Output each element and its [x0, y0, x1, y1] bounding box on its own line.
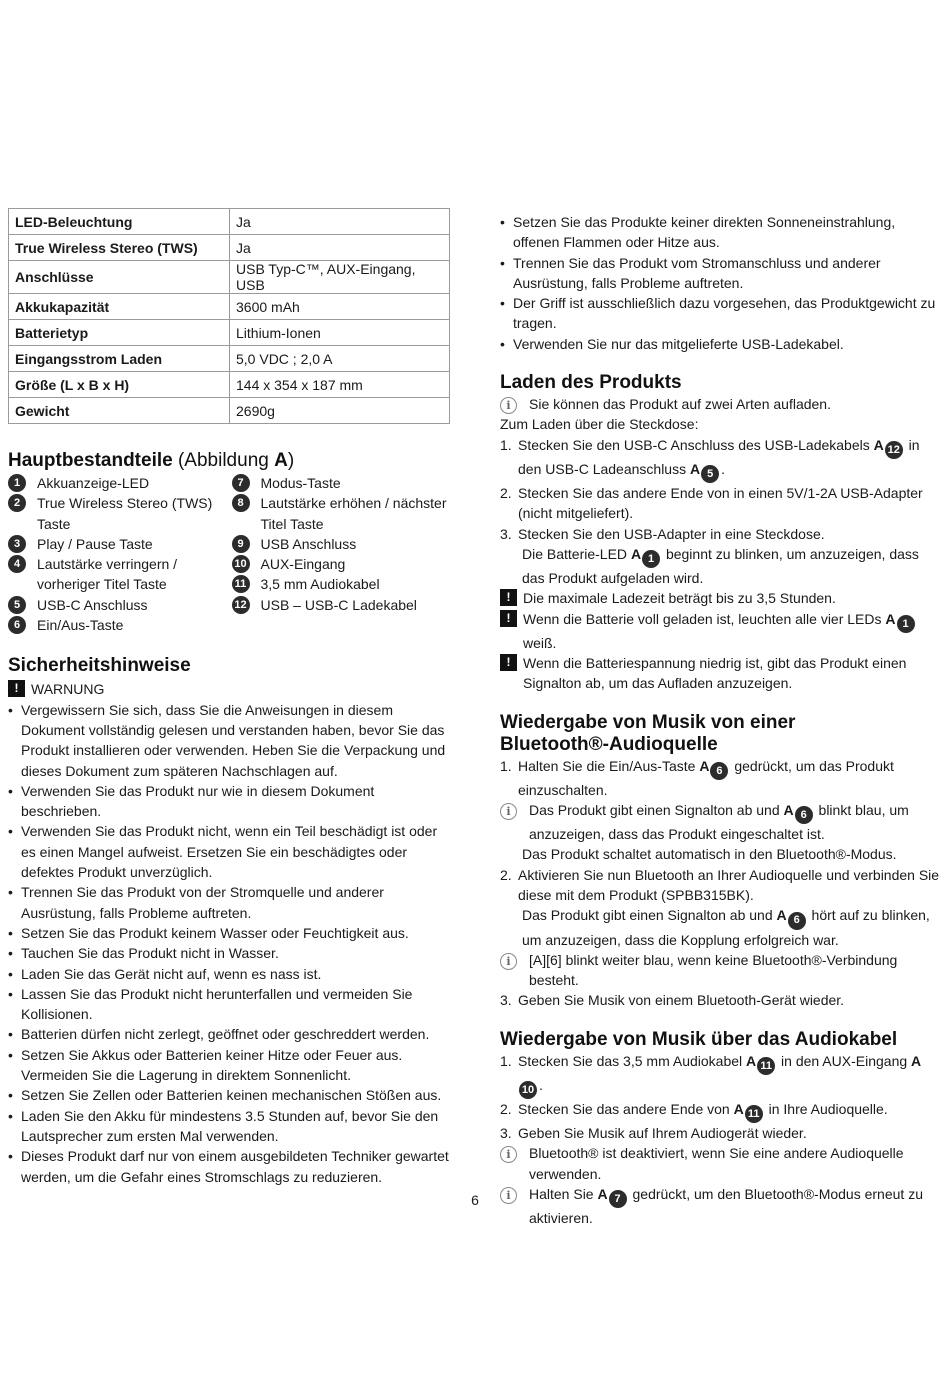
charging-step-3-detail: Die Batterie-LED A 1 beginnt zu blinken, um anzuzeigen, dass das Produkt aufgeladen wird.	[522, 545, 919, 586]
right-column	[500, 212, 942, 1228]
part-number-badge: 5	[8, 596, 26, 614]
part-item	[232, 595, 452, 615]
safety-item: • Setzen Sie Zellen oder Batterien keinen mechanischen Stößen aus.	[8, 1085, 451, 1105]
part-item	[232, 574, 452, 594]
info-icon: i	[500, 1187, 517, 1204]
part-item	[8, 554, 228, 595]
safety-item: • Batterien dürfen nicht zerlegt, geöffnet oder geschreddert werden.	[8, 1024, 451, 1044]
info-icon: i	[500, 803, 517, 820]
info-icon: i	[500, 1146, 517, 1163]
spec-row	[9, 235, 450, 261]
audiocable-title: Wiedergabe von Musik über das Audiokabel	[500, 1028, 898, 1050]
info-icon: i	[500, 397, 517, 414]
spec-value: 144 x 354 x 187 mm	[230, 372, 450, 398]
spec-key: Gewicht	[9, 398, 230, 424]
part-item	[232, 473, 452, 493]
info-icon: i	[500, 953, 517, 970]
callout-1: 1	[897, 615, 915, 633]
part-number-badge: 8	[232, 494, 250, 512]
spec-value: USB Typ-C™, AUX-Eingang, USB	[230, 261, 450, 294]
safety-item: • Lassen Sie das Produkt nicht herunterfallen und vermeiden Sie Kollisionen.	[8, 984, 451, 1025]
part-number-badge: 9	[232, 535, 250, 553]
callout-6: 6	[788, 912, 806, 930]
part-item	[8, 534, 228, 554]
safety-item: • Laden Sie das Gerät nicht auf, wenn es nass ist.	[8, 964, 451, 984]
spec-key: True Wireless Stereo (TWS)	[9, 235, 230, 261]
safety-item: • Trennen Sie das Produkt vom Stromanschluss und anderer Ausrüstung, falls Probleme auftreten.	[500, 253, 942, 294]
spec-row	[9, 398, 450, 424]
safety-item: • Dieses Produkt darf nur von einem ausgebildeten Techniker gewartet werden, um die Gefahr eines Stromschlags zu reduzieren.	[8, 1146, 451, 1187]
charging-subtitle: Zum Laden über die Steckdose:	[500, 416, 699, 433]
warning-row	[8, 679, 451, 699]
spec-table	[8, 208, 450, 424]
part-label: 3,5 mm Audiokabel	[260, 576, 380, 593]
charging-warning-1: ! Die maximale Ladezeit beträgt bis zu 3,5 Stunden.	[500, 588, 942, 608]
part-label: AUX-Eingang	[260, 556, 346, 573]
charging-step-1: 1. Stecken Sie den USB-C Anschluss des USB-Ladekabels A 12 in den USB-C Ladeanschluss A 5 .	[500, 435, 942, 483]
bluetooth-info-1: i Das Produkt gibt einen Signalton ab und A 6 blinkt blau, um anzuzeigen, dass das Produkt eingeschaltet ist.	[500, 800, 942, 844]
charging-step-3: 3. Stecken Sie den USB-Adapter in eine Steckdose.	[500, 525, 825, 542]
safety-item: • Tauchen Sie das Produkt nicht in Wasser.	[8, 943, 451, 963]
part-number-badge: 2	[8, 494, 26, 512]
bluetooth-info-1-detail: Das Produkt schaltet automatisch in den Bluetooth®-Modus.	[522, 846, 897, 863]
spec-key: Batterietyp	[9, 320, 230, 346]
callout-7: 7	[609, 1190, 627, 1208]
charging-warning-3: ! Wenn die Batteriespannung niedrig ist, gibt das Produkt einen Signalton ab, um das Aufladen anzuzeigen.	[500, 653, 942, 694]
safety-item: • Setzen Sie das Produkt keinem Wasser oder Feuchtigkeit aus.	[8, 923, 451, 943]
part-label: Modus-Taste	[260, 475, 341, 491]
spec-key: Eingangsstrom Laden	[9, 346, 230, 372]
part-label: Play / Pause Taste	[37, 535, 153, 552]
safety-item: • Setzen Sie das Produkte keiner direkten Sonneneinstrahlung, offenen Flammen oder Hitze aus.	[500, 212, 942, 253]
callout-6: 6	[795, 806, 813, 824]
spec-value: 2690g	[230, 398, 450, 424]
charging-step-2: 2. Stecken Sie das andere Ende von in einen 5V/1-2A USB-Adapter (nicht mitgeliefert).	[500, 484, 923, 522]
spec-key: LED-Beleuchtung	[9, 209, 230, 235]
spec-row	[9, 372, 450, 398]
safety-item: • Setzen Sie Akkus oder Batterien keiner Hitze oder Feuer aus. Vermeiden Sie die Lagerung in direktem Sonnenlicht.	[8, 1045, 451, 1086]
spec-value: 5,0 VDC ; 2,0 A	[230, 346, 450, 372]
audiocable-step-3: 3. Geben Sie Musik auf Ihrem Audiogerät wieder.	[500, 1125, 807, 1142]
part-item	[8, 493, 228, 534]
spec-key: Anschlüsse	[9, 261, 230, 294]
part-item	[8, 473, 228, 493]
charging-info: i Sie können das Produkt auf zwei Arten aufladen.	[500, 394, 942, 414]
spec-row	[9, 294, 450, 320]
part-number-badge: 10	[232, 555, 250, 573]
part-number-badge: 11	[232, 575, 250, 593]
part-label: USB-C Anschluss	[37, 596, 148, 613]
spec-row	[9, 320, 450, 346]
safety-title: Sicherheitshinweise	[8, 655, 191, 677]
spec-row	[9, 209, 450, 235]
parts-list	[8, 473, 451, 635]
part-label: Ein/Aus-Taste	[37, 617, 124, 634]
warning-icon: !	[500, 610, 517, 627]
safety-list-continued	[500, 212, 942, 354]
part-number-badge: 6	[8, 616, 26, 634]
spec-value: Ja	[230, 235, 450, 261]
callout-6: 6	[710, 762, 728, 780]
part-item	[8, 615, 228, 635]
page-number: 6	[471, 1192, 479, 1208]
charging-warning-2: ! Wenn die Batterie voll geladen ist, leuchten alle vier LEDs A 1 weiß.	[500, 609, 942, 653]
callout-5: 5	[701, 465, 719, 483]
part-label: Akkuanzeige-LED	[37, 475, 150, 491]
spec-value: Ja	[230, 209, 450, 235]
safety-item: • Verwenden Sie das Produkt nicht, wenn ein Teil beschädigt ist oder es einen Mangel aufweist. Ersetzen Sie ein beschädigtes oder defektes Produkt unverzüglich.	[8, 821, 451, 882]
charging-title: Laden des Produkts	[500, 372, 682, 394]
part-number-badge: 1	[8, 474, 26, 492]
bluetooth-step-2: 2. Aktivieren Sie nun Bluetooth an Ihrer Audioquelle und verbinden Sie diese mit dem Produkt (SPBB315BK).	[500, 866, 940, 904]
spec-row	[9, 346, 450, 372]
part-label: Lautstärke verringern / vorheriger Titel Taste	[37, 556, 178, 593]
warning-icon: !	[500, 589, 517, 606]
bluetooth-step-1: 1. Halten Sie die Ein/Aus-Taste A 6 gedrückt, um das Produkt einzuschalten.	[500, 757, 894, 798]
audiocable-step-1: 1. Stecken Sie das 3,5 mm Audiokabel A 11 in den AUX-Eingang A10 .	[500, 1051, 942, 1099]
audiocable-info-1: i Bluetooth® ist deaktiviert, wenn Sie eine andere Audioquelle verwenden.	[500, 1143, 942, 1184]
callout-11: 11	[757, 1057, 775, 1075]
bluetooth-title: Wiedergabe von Musik von einer Bluetooth®-Audioquelle	[500, 711, 796, 755]
parts-title: Hauptbestandteile (Abbildung A)	[8, 450, 295, 471]
safety-item: • Laden Sie den Akku für mindestens 3.5 Stunden auf, bevor Sie den Lautsprecher zum ersten Mal verwenden.	[8, 1106, 451, 1147]
safety-list	[8, 700, 451, 1187]
warning-icon: !	[8, 680, 25, 697]
part-number-badge: 3	[8, 535, 26, 553]
bluetooth-step-3: 3. Geben Sie Musik von einem Bluetooth-Gerät wieder.	[500, 992, 845, 1009]
part-item	[232, 534, 452, 554]
callout-12: 12	[885, 441, 903, 459]
safety-item: • Verwenden Sie nur das mitgelieferte USB-Ladekabel.	[500, 334, 942, 354]
spec-key: Akkukapazität	[9, 294, 230, 320]
part-item	[8, 595, 228, 615]
part-label: USB – USB-C Ladekabel	[260, 596, 417, 613]
spec-row	[9, 261, 450, 294]
spec-key: Größe (L x B x H)	[9, 372, 230, 398]
part-label: Lautstärke erhöhen / nächster Titel Taste	[260, 495, 447, 532]
part-number-badge: 7	[232, 474, 250, 492]
part-number-badge: 12	[232, 596, 250, 614]
spec-value: 3600 mAh	[230, 294, 450, 320]
safety-item: • Trennen Sie das Produkt von der Stromquelle und anderer Ausrüstung, falls Probleme auftreten.	[8, 882, 451, 923]
part-item	[232, 493, 452, 534]
bluetooth-info-2: i [A][6] blinkt weiter blau, wenn keine Bluetooth®-Verbindung besteht.	[500, 950, 942, 991]
part-label: True Wireless Stereo (TWS) Taste	[37, 495, 213, 532]
audiocable-step-2: 2. Stecken Sie das andere Ende von A 11 in Ihre Audioquelle.	[500, 1099, 942, 1123]
safety-item: • Verwenden Sie das Produkt nur wie in diesem Dokument beschrieben.	[8, 781, 451, 822]
warning-label: WARNUNG	[31, 681, 105, 698]
safety-item: • Vergewissern Sie sich, dass Sie die Anweisungen in diesem Dokument vollständig gelesen und verstanden haben, bevor Sie das Produkt installieren oder verwenden. Heben Sie die Verpackung und dieses Dokument zum späteren Nachschlagen auf.	[8, 700, 451, 781]
audiocable-info-2: i Halten Sie A 7 gedrückt, um den Bluetooth®-Modus erneut zu aktivieren.	[500, 1184, 942, 1228]
bluetooth-step-2-detail: Das Produkt gibt einen Signalton ab und A 6 hört auf zu blinken, um anzuzeigen, dass die Kopplung erfolgreich war.	[522, 907, 930, 948]
part-number-badge: 4	[8, 555, 26, 573]
left-column	[8, 208, 451, 1187]
callout-1: 1	[642, 550, 660, 568]
part-label: USB Anschluss	[260, 535, 357, 552]
safety-item: • Der Griff ist ausschließlich dazu vorgesehen, das Produktgewicht zu tragen.	[500, 293, 942, 334]
callout-10: 10	[519, 1081, 537, 1099]
spec-value: Lithium-Ionen	[230, 320, 450, 346]
part-item	[232, 554, 452, 574]
warning-icon: !	[500, 654, 517, 671]
callout-11: 11	[745, 1105, 763, 1123]
